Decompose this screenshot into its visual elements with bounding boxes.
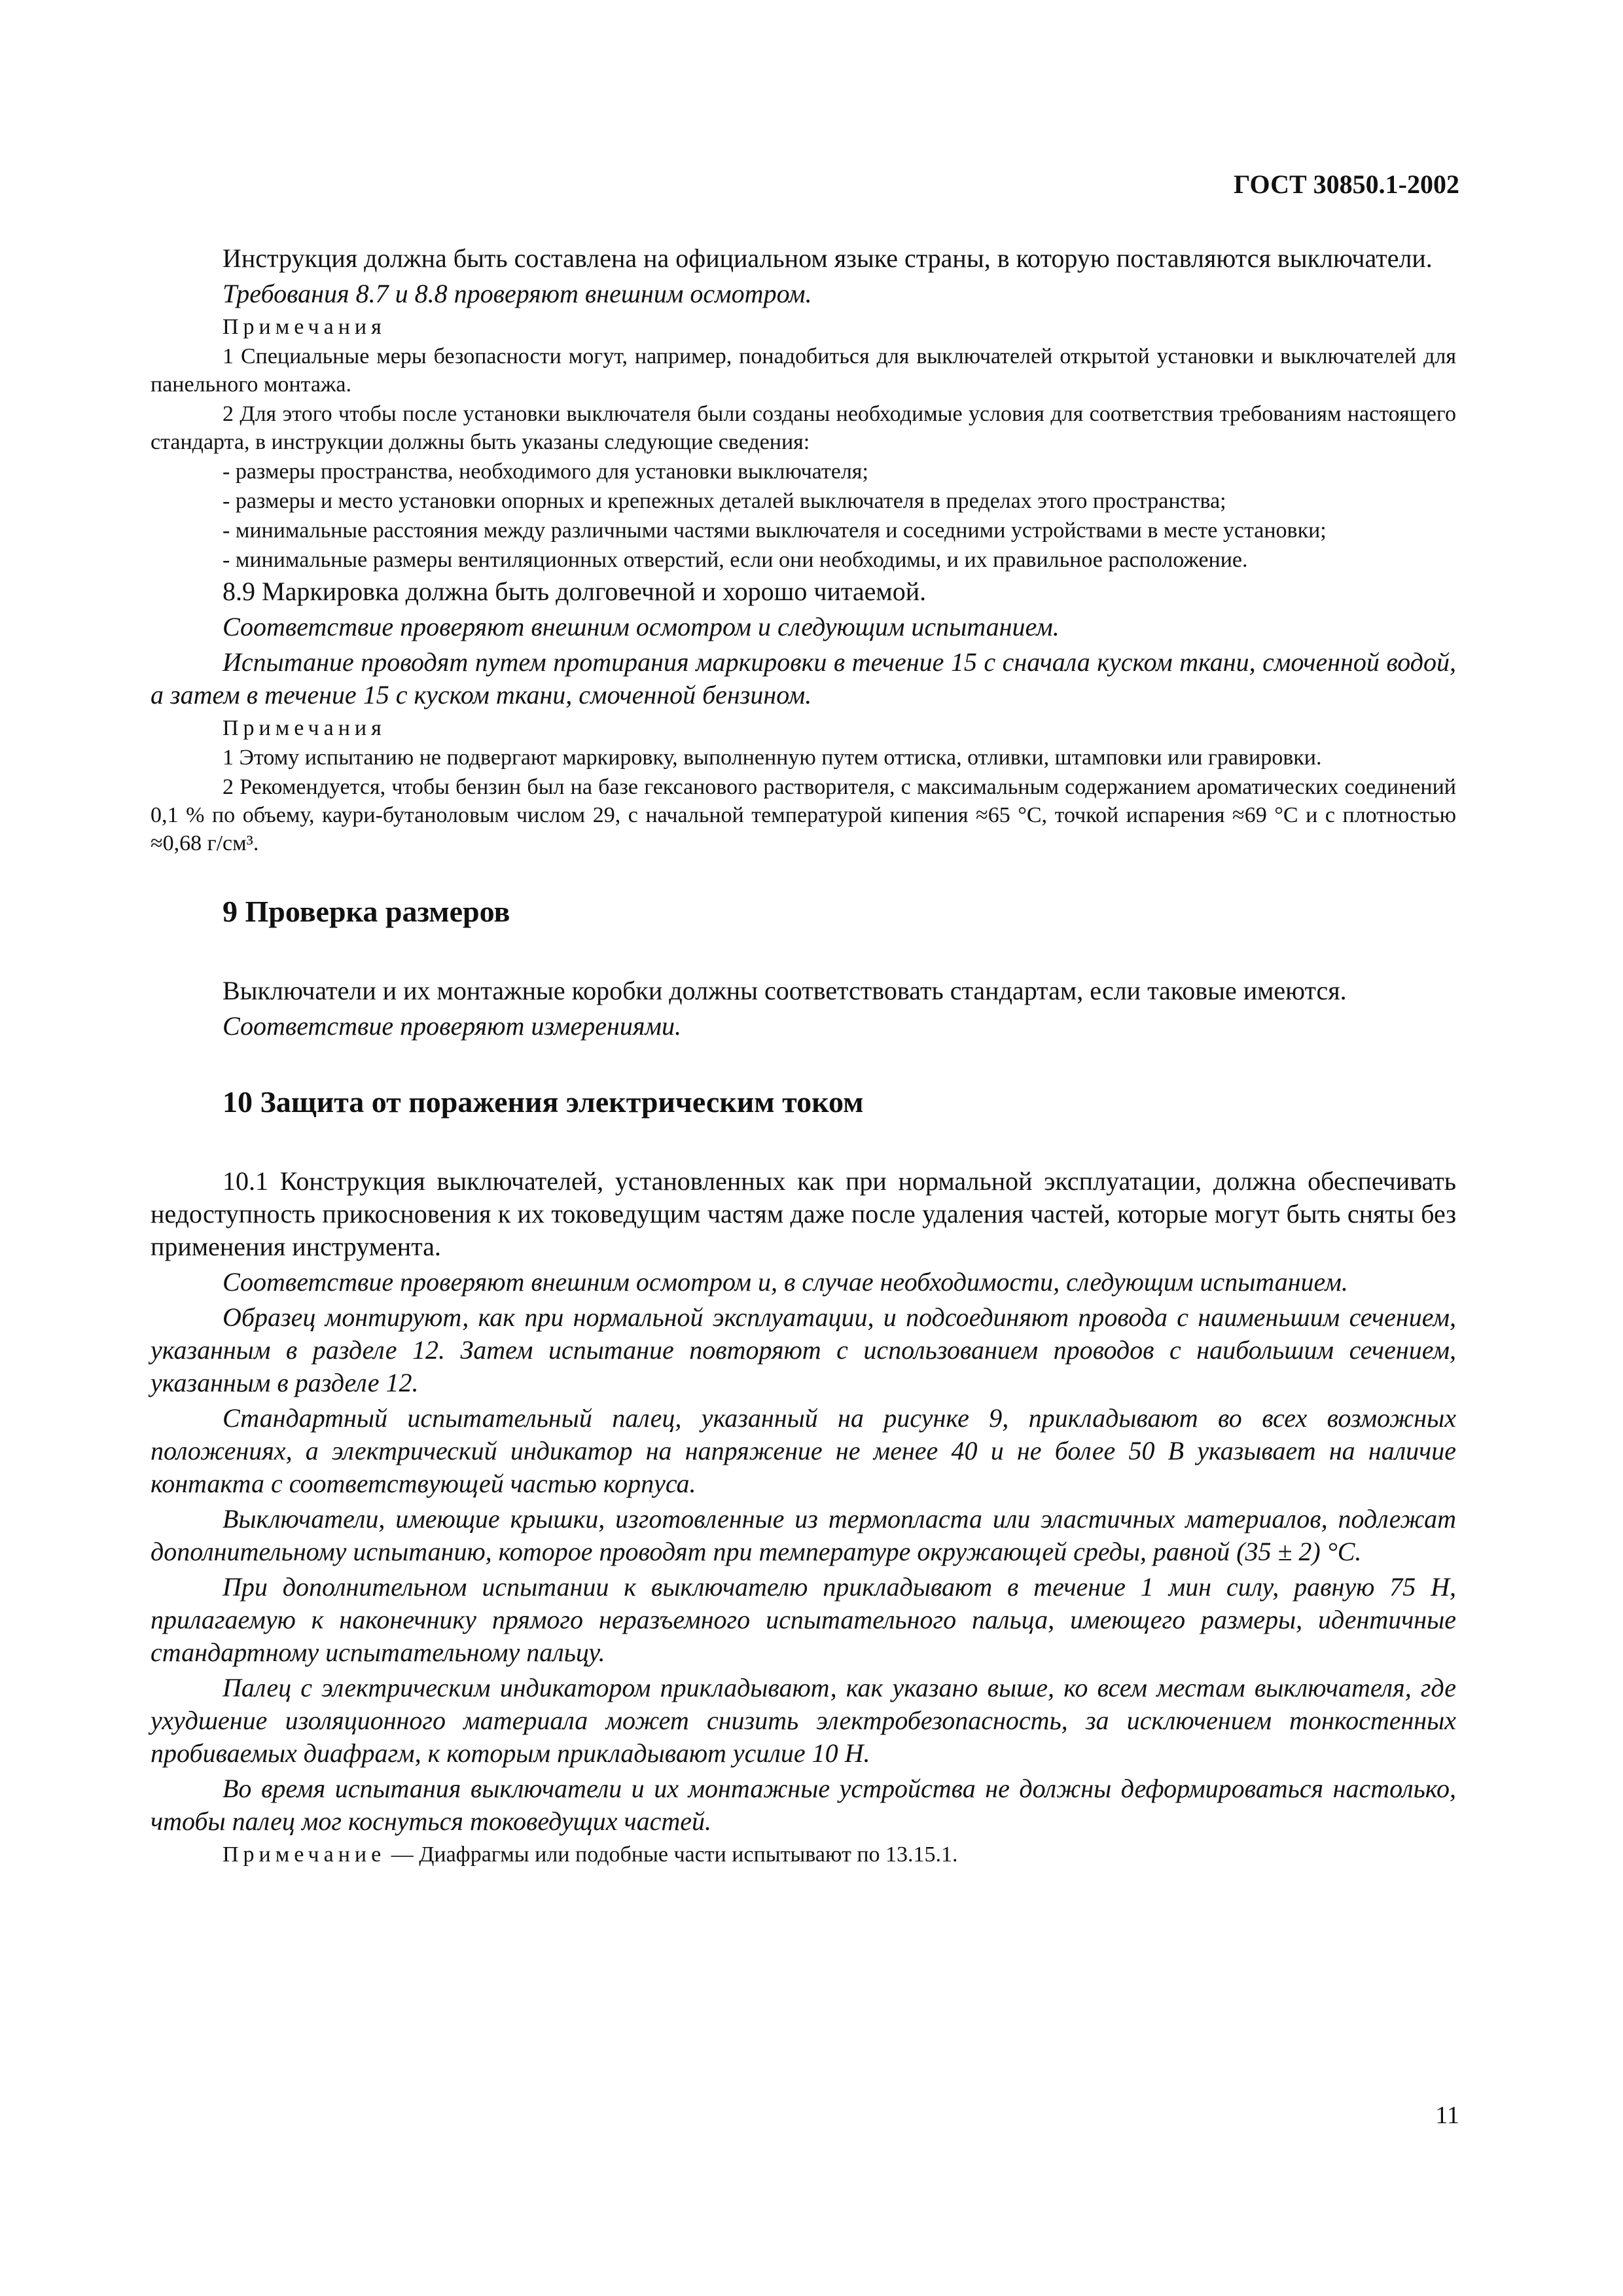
paragraph-italic: Во время испытания выключатели и их монтажные устройства не должны деформироваться настолько, чтобы палец мог коснуться токоведущих частей. bbox=[151, 1774, 1456, 1836]
paragraph-italic: Образец монтируют, как при нормальной эксплуатации, и подсоединяют провода с наименьшим сечением, указанным в разделе 12. Затем испытание повторяют с использованием проводов с наибольшим сечением, указанным в разделе 12. bbox=[151, 1302, 1456, 1397]
paragraph: 10.1 Конструкция выключателей, установленных как при нормальной эксплуатации, должна обеспечивать недоступность прикосновения к их токоведущим частям даже после удаления частей, которые могут быть сняты без применения инструмента. bbox=[151, 1166, 1456, 1261]
note-label: Примечание bbox=[223, 1842, 386, 1867]
note-1: 1 Специальные меры безопасности могут, например, понадобиться для выключателей открытой установки и выключателей для панельного монтажа. bbox=[151, 344, 1456, 397]
section-heading: 10 Защита от поражения электрическим током bbox=[223, 1085, 864, 1119]
note-2: 2 Рекомендуется, чтобы бензин был на базе гексанового растворителя, с максимальным содержанием ароматических соединений 0,1 % по объему, каури-бутаноловым числом 29, с начальной температурой кипения ≈65 °С, точкой испарения ≈69 °С и с плотностью ≈0,68 г/см³. bbox=[151, 775, 1456, 855]
document-code: ГОСТ 30850.1-2002 bbox=[1234, 170, 1459, 199]
paragraph-italic: Палец с электрическим индикатором прикладывают, как указано выше, ко всем местам выключателя, где ухудшение изоляционного материала может снизить электробезопасность, за исключением тонкостенных пробиваемых диафрагм, к которым прикладывают усилие 10 Н. bbox=[151, 1673, 1456, 1768]
paragraph-italic: Испытание проводят путем протирания маркировки в течение 15 с сначала куском ткани, смоченной водой, а затем в течение 15 с куском ткани, смоченной бензином. bbox=[151, 647, 1456, 709]
list-item: - размеры пространства, необходимого для установки выключателя; bbox=[223, 459, 868, 484]
section-heading: 9 Проверка размеров bbox=[223, 895, 510, 928]
note-1: 1 Этому испытанию не подвергают маркировку, выполненную путем оттиска, отливки, штамповки или гравировки. bbox=[223, 745, 1322, 770]
paragraph-italic: При дополнительном испытании к выключателю прикладывают в течение 1 мин силу, равную 75 Н, прилагаемую к наконечнику прямого неразъемного испытательного пальца, имеющего размеры, идентичные стандартному испытательному пальцу. bbox=[151, 1572, 1456, 1667]
list-item: - минимальные размеры вентиляционных отверстий, если они необходимы, и их правильное расположение. bbox=[223, 548, 1248, 572]
list-item: - размеры и место установки опорных и крепежных деталей выключателя в пределах этого пространства; bbox=[223, 489, 1226, 513]
paragraph-italic: Соответствие проверяют измерениями. bbox=[223, 1011, 681, 1041]
paragraph-italic: Соответствие проверяют внешним осмотром и, в случае необходимости, следующим испытанием. bbox=[223, 1267, 1348, 1297]
paragraph: Инструкция должна быть составлена на официальном языке страны, в которую поставляются выключатели. bbox=[223, 243, 1433, 273]
list-item: - минимальные расстояния между различными частями выключателя и соседними устройствами в месте установки; bbox=[223, 518, 1327, 543]
paragraph-italic: Выключатели, имеющие крышки, изготовленные из термопласта или эластичных материалов, подлежат дополнительному испытанию, которое проводят при температуре окружающей среды, равной (35 ± 2) °С. bbox=[151, 1504, 1456, 1566]
paragraph-italic: Требования 8.7 и 8.8 проверяют внешним осмотром. bbox=[223, 279, 812, 308]
paragraph-italic: Соответствие проверяют внешним осмотром и следующим испытанием. bbox=[223, 612, 1060, 641]
page-number: 11 bbox=[1435, 2102, 1459, 2129]
paragraph-italic: Стандартный испытательный палец, указанный на рисунке 9, прикладывают во всех возможных положениях, а электрический индикатор на напряжение не менее 40 и не более 50 В указывает на наличие контакта с соответствующей частью корпуса. bbox=[151, 1403, 1456, 1498]
note bbox=[151, 1840, 1456, 1869]
note-text: — Диафрагмы или подобные части испытывают по 13.15.1. bbox=[385, 1842, 958, 1867]
paragraph: Выключатели и их монтажные коробки должны соответствовать стандартам, если таковые имеются. bbox=[223, 976, 1347, 1005]
notes-title: Примечания bbox=[223, 716, 386, 740]
notes-title: Примечания bbox=[223, 315, 386, 339]
note-2: 2 Для этого чтобы после установки выключателя были созданы необходимые условия для соответствия требованиям настоящего стандарта, в инструкции должны быть указаны следующие сведения: bbox=[151, 402, 1456, 454]
page-content bbox=[151, 242, 1456, 1869]
paragraph: 8.9 Маркировка должна быть долговечной и хорошо читаемой. bbox=[223, 577, 927, 606]
